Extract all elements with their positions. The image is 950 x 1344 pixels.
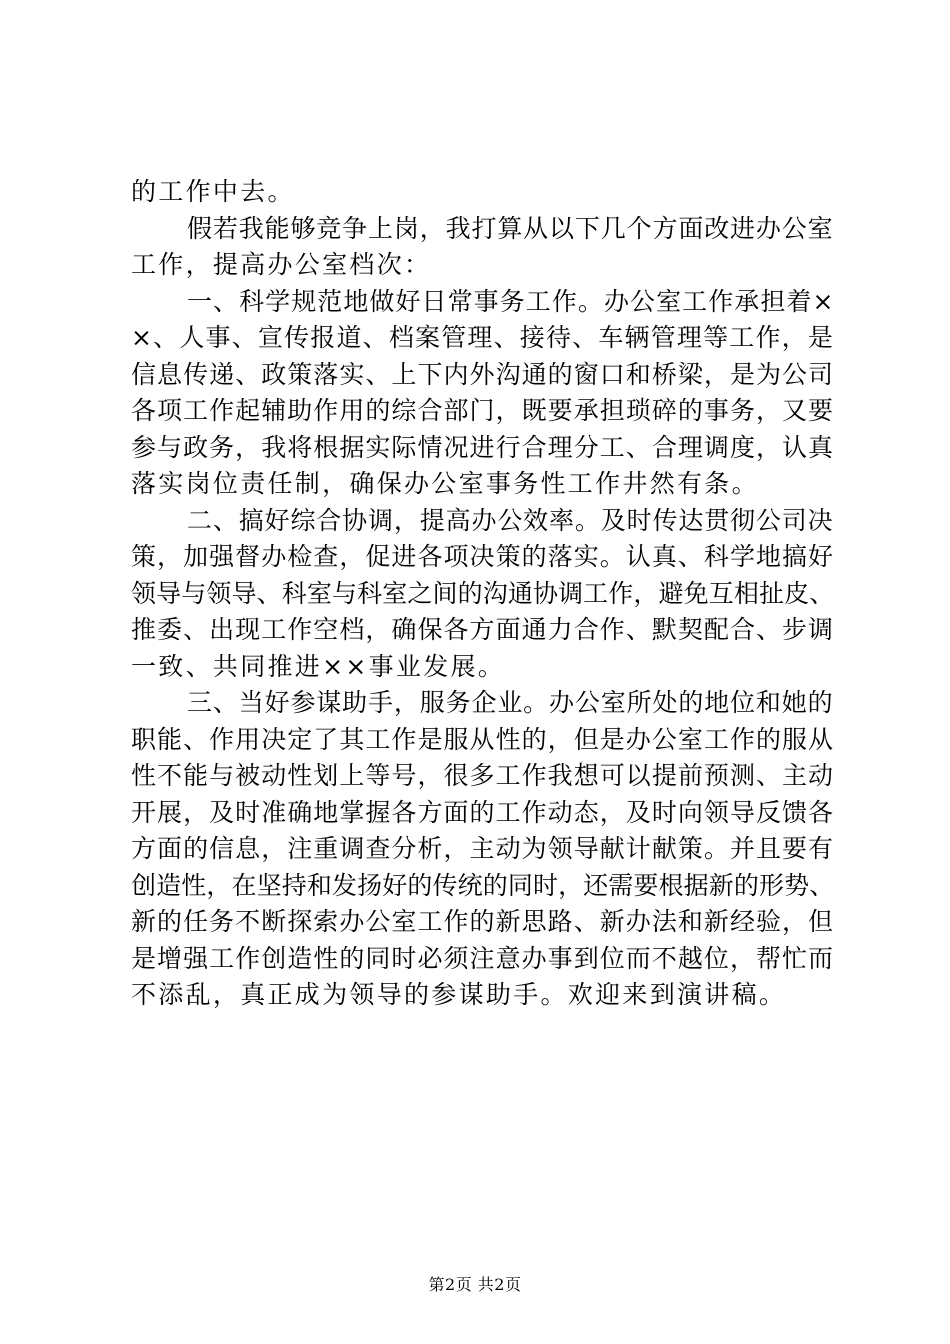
text-line: ×、人事、宣传报道、档案管理、接待、车辆管理等工作，是: [131, 323, 835, 352]
text-line: 策，加强督办检查，促进各项决策的落实。认真、科学地搞好: [131, 542, 835, 571]
paragraph-first-line: 假若我能够竞争上岗，我打算从以下几个方面改进办公室: [187, 213, 834, 243]
text-line: 落实岗位责任制，确保办公室事务性工作井然有条。: [131, 469, 759, 498]
text-line: 新的任务不断探索办公室工作的新思路、新办法和新经验，但: [131, 907, 835, 936]
text-line: 是增强工作创造性的同时必须注意办事到位而不越位，帮忙而: [131, 943, 835, 973]
text-line: 工作，提高办公室档次：: [131, 250, 432, 279]
text-line: 开展，及时准确地掌握各方面的工作动态，及时向领导反馈各: [131, 797, 835, 827]
text-line: 不添乱，真正成为领导的参谋助手。欢迎来到演讲稿。: [131, 980, 787, 1009]
text-line: 各项工作起辅助作用的综合部门，既要承担琐碎的事务，又要: [131, 396, 835, 425]
paragraph-first-line: 三、当好参谋助手，服务企业。办公室所处的地位和她的: [187, 688, 834, 717]
text-line: 领导与领导、科室与科室之间的沟通协调工作，避免互相扯皮、: [131, 578, 835, 608]
text-line: 职能、作用决定了其工作是服从性的，但是办公室工作的服从: [131, 724, 835, 754]
paragraph-first-line: 二、搞好综合协调，提高办公效率。及时传达贯彻公司决: [187, 505, 834, 535]
document-body: [131, 174, 834, 1014]
text-line: 性不能与被动性划上等号，很多工作我想可以提前预测、主动: [131, 761, 835, 790]
page-footer: 第2页 共2页: [428, 1275, 522, 1294]
text-line: 推委、出现工作空档，确保各方面通力合作、默契配合、步调: [131, 615, 835, 644]
text-line: 创造性，在坚持和发扬好的传统的同时，还需要根据新的形势、: [131, 870, 835, 900]
text-line: 信息传递、政策落实、上下内外沟通的窗口和桥梁，是为公司: [131, 359, 835, 389]
text-line: 的工作中去。: [131, 177, 295, 206]
paragraph-first-line: 一、科学规范地做好日常事务工作。办公室工作承担着×: [187, 286, 835, 316]
text-line: 方面的信息，注重调查分析，主动为领导献计献策。并且要有: [131, 834, 835, 863]
text-line: 一致、共同推进××事业发展。: [131, 651, 506, 681]
text-line: 参与政务，我将根据实际情况进行合理分工、合理调度，认真: [131, 432, 835, 462]
